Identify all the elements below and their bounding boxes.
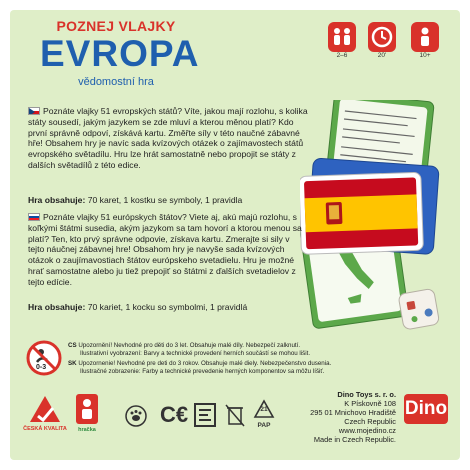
no-pets-icon xyxy=(124,404,148,436)
made-in: Made in Czech Republic. xyxy=(313,435,396,444)
sk-warning-text: Upozornenie! Nevhodné pre deti do 3 rokov. Obsahuje malé diely. Nebezpečenstvo dusenia. xyxy=(78,360,332,367)
cz-description: Poznáte vlajky 51 evropských států? Víte, jakou mají rozlohu, s kolika státy sousedí, jakým jazykem se zde mluví a kterou měnou platí? Kdo první správně odpoví, získává kartu. Změřte síly v této naučné zábavné hře! Obsahem hry je navíc sada kvízových otázek o zajímavostech států evropského světadílu. Hru lze hrát samostatně nebo propojit se státy z dalších světadílů z této edice. xyxy=(28,106,308,170)
recycle-label: PAP xyxy=(257,422,271,429)
sk-contents-value: 70 kariet, 1 kocku so symbolmi, 1 pravidlá xyxy=(87,302,248,312)
sk-warning-code: SK xyxy=(68,360,77,367)
ce-mark-icon: C€ xyxy=(160,402,189,427)
company-city: 295 01 Mnichovo Hradiště xyxy=(310,408,396,417)
game-title: EVROPA xyxy=(40,33,200,74)
players-label: 2–6 xyxy=(336,52,348,59)
cz-warning-code: CS xyxy=(68,342,77,349)
sk-description: Poznáte vlajky 51 európskych štátov? Viete aj, akú majú rozlohu, s koľkými štátmi susedia, akým jazykom sa tam hovorí a ktorou menou sa platí? Ten, kto prvý správne odpovie, získava kartu. Zmerajte si sily v tejto náučnej zábavnej hre! Obsahom hry je navyše sada kvízových otázok o zaujímavostiach štátov európskeho svetadielu. Hru je možné hrať samostatne alebo ju tiež prepojiť so štátmi z ďalších svetadielov z tejto edície. xyxy=(28,212,302,287)
dino-logo: Dino xyxy=(404,394,448,424)
company-web[interactable]: www.mojedino.cz xyxy=(338,426,396,435)
age-icon xyxy=(411,22,439,52)
age-badge-label: 0-3 xyxy=(36,364,47,371)
cards-illustration xyxy=(300,100,440,330)
company-country: Czech Republic xyxy=(344,417,396,426)
series-title: POZNEJ VLAJKY xyxy=(56,18,176,34)
sk-illustration-note: Ilustračné zobrazenie: Farby a technické prevedenie herných komponentov sa môžu líšiť. xyxy=(80,367,325,375)
quality-seal-icon xyxy=(26,392,64,426)
company-street: K Pískovně 108 xyxy=(344,399,396,408)
slovak-flag-icon xyxy=(28,213,40,221)
ceska-kvalita-logo xyxy=(23,392,67,436)
game-subtitle: vědomostní hra xyxy=(78,76,154,88)
sk-contents-label: Hra obsahuje: xyxy=(28,302,86,312)
company-name: Dino Toys s. r. o. xyxy=(337,390,396,399)
cz-description-block xyxy=(28,106,308,171)
cz-contents-label: Hra obsahuje: xyxy=(28,195,86,205)
time-label: 20' xyxy=(377,52,387,59)
clock-icon xyxy=(368,22,396,52)
age-pictogram xyxy=(411,22,442,59)
company-address xyxy=(300,390,396,444)
ceska-kvalita-label: ČESKÁ KVALITA xyxy=(23,426,67,432)
cz-illustration-note: Ilustrativní vyobrazení: Barvy a technické provedení herních součástí se mohou lišit. xyxy=(80,349,311,357)
recycle-mark xyxy=(252,398,276,432)
sk-warning-block xyxy=(68,360,368,375)
age-label: 10+ xyxy=(419,52,431,59)
time-pictogram xyxy=(368,22,399,59)
age-warning-symbol xyxy=(26,340,62,376)
recycle-bin-icon xyxy=(224,402,246,428)
sk-description-block xyxy=(28,212,306,288)
cz-contents xyxy=(28,195,308,206)
hracka-label: hračka xyxy=(78,427,96,433)
hracka-logo xyxy=(74,392,100,436)
players-pictogram xyxy=(328,22,359,59)
toy-seal-icon xyxy=(74,392,100,426)
eac-mark-icon xyxy=(194,402,216,428)
recycle-number: 21 xyxy=(260,406,268,413)
cz-warning-block xyxy=(68,342,368,357)
cz-warning-text: Upozornění! Nevhodné pro děti do 3 let. Obsahuje malé díly. Nebezpečí zalknutí. xyxy=(78,342,301,349)
players-icon xyxy=(328,22,356,52)
cz-contents-value: 70 karet, 1 kostku se symboly, 1 pravidla xyxy=(87,195,243,205)
czech-flag-icon xyxy=(28,107,40,115)
sk-contents xyxy=(28,302,306,313)
